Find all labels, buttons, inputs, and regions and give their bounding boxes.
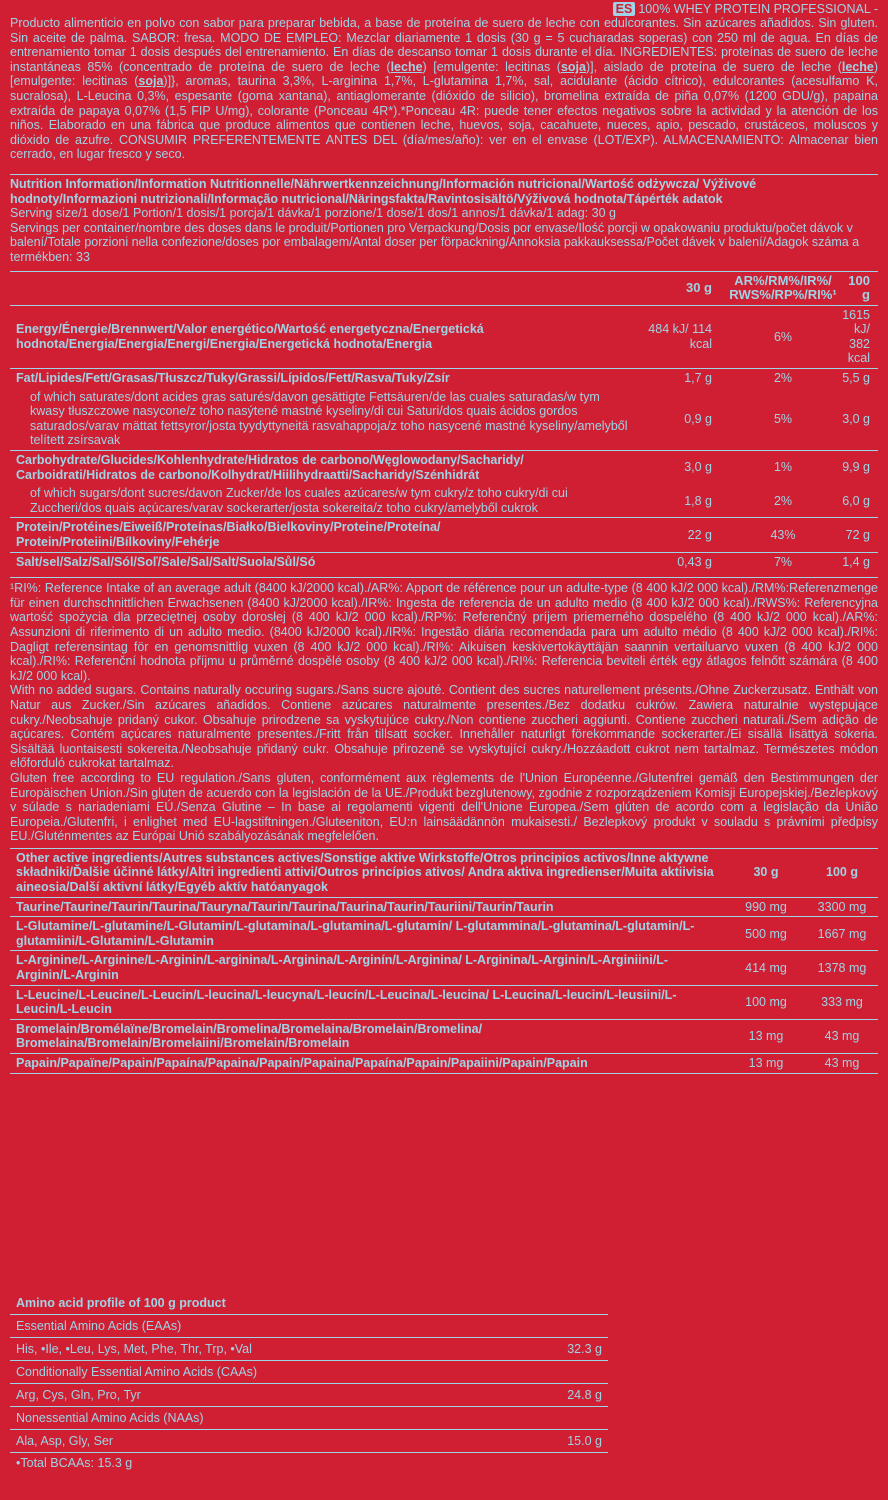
amino-title: Amino acid profile of 100 g product (10, 1292, 608, 1315)
other-row-papain: Papain/Papaïne/Papain/Papaína/Papaina/Papain/Papaina/Papaína/Papain/Papaiini/Papain/Papain 13 mg 43 mg (10, 1054, 878, 1074)
col-30g: 30 g (632, 271, 728, 305)
nutrition-header-row (10, 271, 878, 305)
caa-row: Arg, Cys, Gln, Pro, Tyr 24.8 g (10, 1384, 608, 1407)
nutrition-row-protein: Protein/Protéines/Eiweiß/Proteínas/Białko/Bielkoviny/Proteine/Proteína/ Protein/Proteiini/Bílkoviny/Fehérje 22 g 43% 72 g (10, 518, 878, 552)
nutrition-row-sugars: of which sugars/dont sucres/davon Zucker/de los cuales azúcares/w tym cukry/z toho cukry/di cui Zuccheri/dos quais açúcares/varav sockerarter/josta sokereita/z toho cukry/amelyből cukrok 1,8 g 2% 6,0 g (10, 484, 878, 518)
nutrition-row-salt: Salt/sel/Salz/Sal/Sól/Soľ/Sale/Sal/Salt/Suola/Sůl/Só 0,43 g 7% 1,4 g (16, 554, 870, 569)
other-row-leucine: L-Leucine/L-Leucine/L-Leucin/L-leucina/L-leucyna/L-leucín/L-Leucina/L-leucina/ L-Leucina/L-leucin/L-leusiini/L-Leucin/L-Leucin 100 mg 333 mg (10, 985, 878, 1019)
servings-per-container: Servings per container/nombre des doses dans le produit/Portionen pro Verpackung/Dosis por envase/Ilość porcji w opakowaniu produktu/počet dávok v balení/Totale porzioni nella confezione/doses por embalagem/Antal doser per förpackning/Annoksia pakkauksessa/Počet dávek v balení/Adagok száma a termékben: 33 (10, 220, 860, 264)
allergen-soy: soja (138, 74, 164, 89)
description-text: Producto alimenticio en polvo con sabor para preparar bebida, a base de proteína de suero de leche con edulcorantes. Sin azúcares añadidos. Sin gluten. Sin aceite de palma. SABOR: fresa. MODO DE EMPLEO: Mezclar diariamente 1 dosis (30 g = 5 cucharadas soperas) con 250 ml de agua. En días de entrenamiento tomar 1 dosis después del entrenamiento. En días de descanso tomar 1 dosis durante el día. INGREDIENTES: proteínas de suero de leche instantáneas 85% (concentrado de proteína de suero de leche ( (10, 16, 878, 74)
language-badge: ES (613, 2, 636, 16)
caa-heading: Conditionally Essential Amino Acids (CAAs) (10, 1361, 608, 1384)
naa-heading: Nonessential Amino Acids (NAAs) (10, 1407, 608, 1430)
nutrition-row-carbohydrate: Carbohydrate/Glucides/Kohlenhydrate/Hidratos de carbono/Węglowodany/Sacharidy/ Carboidrati/Hidratos de carbono/Kolhydrat/Hiilihydraatti/Sacharidy/Szénhidrát 3,0 g 1% 9,9 g (16, 453, 870, 482)
product-name: 100% WHEY PROTEIN PROFESSIONAL - (638, 2, 878, 16)
nutrition-row-energy: Energy/Énergie/Brennwert/Valor energético/Wartość energetyczna/Energetická hodnota/Energia/Energia/Energi/Energia/Energetická hodnota/Energia 484 kJ/ 114 kcal 6% 1615 kJ/ 382 kcal (10, 305, 878, 368)
description-text: )]}, aromas, taurina 3,3%, L-arginina 1,7%, L-glutamina 1,7%, sal, acidulante (ácido cítrico), edulcorantes (acesulfamo K, sucralosa), L-Leucina 0,3%, espesante (goma xantana), antiaglomerante (dióxido de silicio), bromelina extraída de piña 0,07% (1200 GDU/g), papaina extraída de papaya 0,07% (1,5 FIP U/mg), colorante (Ponceau 4R*).*Ponceau 4R: puede tener efectos negativos sobre la actividad y la atención de los niños. Elaborado en una fábrica que produce alimentos que contienen leche, huevos, soja, cacahuete, nueces, apio, pescado, crustáceos, moluscos y dióxido de azufre. CONSUMIR PREFERENTEMENTE ANTES DEL (día/mes/año): ver en el envase (LOT/EXP). ALMACENAMIENTO: Almacenar bien cerrado, en lugar fresco y seco. (10, 74, 878, 162)
eaa-row: His, •Ile, •Leu, Lys, Met, Phe, Thr, Trp, •Val 32.3 g (10, 1338, 608, 1361)
naa-value: 15.0 g (567, 1434, 602, 1448)
col-ri: AR%/RM%/IR%/ RWS%/RP%/RI%¹ (728, 271, 838, 305)
gluten-note: Gluten free according to EU regulation./Sans gluten, conformément aux règlements de l'Union Européenne./Glutenfrei gemäß den Bestimmungen der Europäischen Union./Sin gluten de acuerdo con la legislación de la UE./Produkt bezglutenowy, zgodnie z rozporządzeniem Komisji Europejskiej./Bezlepkový v súlade s nariadeniami EÚ./Senza Glutine – In base ai regolamenti vigenti dell'Unione Europea./Sem glúten de acordo com a legislação da União Europeia./Glutenfri, i enlighet med EU-lagstiftningen./Gluteeniton, EU:n lainsäädännön mukaisesti./ Bezlepkový produkt v souladu s právními předpisy EU./Gluténmentes az Európai Unió szabályozásának megfelelően. (10, 770, 878, 844)
allergen-soy: soja (560, 59, 586, 74)
serving-size: Serving size/1 dose/1 Portion/1 dosis/1 porcja/1 dávka/1 porzione/1 dose/1 dos/1 annos/1 dávka/1 adag: 30 g (10, 206, 616, 221)
caa-value: 24.8 g (567, 1388, 602, 1402)
other-heading: Other active ingredients/Autres substances actives/Sonstige aktive Wirkstoffe/Otros principios activos/Inne aktywne składniki/Ďalšie účinné látky/Altri ingredienti attivi/Outros princípios ativos/ Andra aktiva ingredienser/Muita aktiivisia aineosia/Další aktivní látky/Egyéb aktív hatóanyagok (10, 848, 726, 897)
eaa-heading: Essential Amino Acids (EAAs) (10, 1315, 608, 1338)
amino-acid-profile (10, 1292, 608, 1473)
ri-note: ¹RI%: Reference Intake of an average adult (8400 kJ/2000 kcal)./AR%: Apport de référence pour un adulte-type (8 400 kJ/2 000 kcal)./RM%:Referenzmenge für einen durchschnittlichen Erwachsenen (8400 kJ/2000 kcal)./IR%: Ingesta de referencia de un adulto medio (8 400 kJ/2 000 kcal)./RWS%: Referencyjna wartość spożycia dla przeciętnej osoby dorosłej (8 400 kJ/2 000 kcal)./RP%: Referenčný príjem priemerného dospelého (8 400 kJ/2 000 kcal)./AR%: Assunzioni di riferimento di un adulto medio. (8400 kJ/2000 kcal)./IR%: Ingestão diária recomendada para um adulto médio (8 400 kJ/2 000 kcal)./RI%: Dagligt referensintag för en genomsnittlig vuxen (8 400 kJ/2 000 kcal)./RI%: Aikuisen keskivertokäyttäjän saannin vertailuarvo vuxen (8 400 kJ/2 000 kcal)./RI%: Referenční hodnota příjmu u průměrné dospělé osoby (8 400 kJ/2 000 kcal)./RI%: Referencia beviteli érték egy átlagos felnőtt számára (8 400 kJ/2 000 kcal). (10, 581, 878, 683)
other-col-100g: 100 g (806, 848, 878, 897)
other-header-row (10, 848, 878, 897)
description-text: )], aislado de proteína de suero de leche ( (585, 59, 842, 74)
other-row-arginine: L-Arginine/L-Arginine/L-Arginin/L-arginina/L-Arginina/L-Arginín/L-Arginina/ L-Arginina/L-Arginin/L-Arginiini/L-Arginin/L-Arginin 414 mg 1378 mg (10, 951, 878, 985)
description-text: ) [emulgente: lecitinas ( (10, 59, 879, 89)
nutrition-heading: Nutrition Information/Information Nutritionnelle/Nährwertkennzeichnung/Información nutricional/Wartość odżywcza/ Výživové hodnoty/Informazioni nutrizionali/Informação nutricional/Näringsfakta/Ravintosisältö/Výživová hodnota/Tápérték adatok (10, 174, 878, 206)
eaa-value: 32.3 g (567, 1342, 602, 1356)
reference-intake-footnote (10, 577, 878, 844)
bcaa-total: •Total BCAAs: 15.3 g (16, 1456, 133, 1470)
description-text: ) [emulgente: lecitinas ( (422, 59, 561, 74)
nutrition-row-saturates: of which saturates/dont acides gras saturés/davon gesättigte Fettsäuren/de las cuales saturadas/w tym kwasy tłuszczowe nasycone/z toho nasýtené mastné kyseliny/di cui Saturi/dos quais ácidos gordos saturados/varav mättat fettsyror/josta tyydyttyneitä rasvahappoja/z toho nasycené mastné kyseliny/amelyből telített zsírsavak 0,9 g 5% 3,0 g (10, 388, 878, 451)
naa-row: Ala, Asp, Gly, Ser 15.0 g (10, 1430, 608, 1453)
sugars-note: With no added sugars. Contains naturally occuring sugars./Sans sucre ajouté. Contient des sucres naturellement présents./Ohne Zuckerzusatz. Enthält von Natur aus Zucker./Sin azúcares añadidos. Contiene azúcares naturalmente presentes./Bez dodatku cukrów. Zawiera naturalnie występujące cukry./Neobsahuje pridaný cukor. Obsahuje prirodzene sa vyskytujúce cukry./Non contiene zuccheri aggiunti. Contiene zuccheri naturali./Sem adição de açúcares. Contém açúcares naturalmente presentes./Fritt från tillsatt socker. Innehåller naturligt förekommande sockerarter./Ei sisällä lisättyä sokeria. Sisältää luontaisesti sokereita./Neobsahuje přidaný cukr. Obsahuje přirozeně se vyskytující cukry./Hozzáadott cukrot nem tartalmaz. Természetes módon előforduló cukrokat tartalmaz. (10, 683, 878, 771)
other-ingredients-table (10, 848, 878, 1074)
other-col-30g: 30 g (726, 848, 806, 897)
allergen-milk: leche (841, 59, 874, 74)
nutrition-row-fat: Fat/Lipides/Fett/Grasas/Tłuszcz/Tuky/Grassi/Lípidos/Fett/Rasva/Tuky/Zsír 1,7 g 2% 5,5 g (16, 371, 870, 386)
col-100g: 100 g (838, 271, 878, 305)
nutrition-table (10, 271, 878, 572)
other-row-glutamine: L-Glutamine/L-glutamine/L-Glutamin/L-glutamina/L-glutamina/L-glutamín/ L-glutammina/L-glutamina/L-glutamin/L-glutamiini/L-Glutamin/L-Glutamin 500 mg 1667 mg (10, 917, 878, 951)
other-row-bromelain: Bromelain/Bromélaïne/Bromelain/Bromelina/Bromelaina/Bromelain/Bromelina/ Bromelaina/Bromelain/Bromelaiini/Bromelain/Bromelain 13 mg 43 mg (10, 1019, 878, 1053)
product-header (10, 2, 878, 16)
other-row-taurine: Taurine/Taurine/Taurin/Taurina/Tauryna/Taurin/Taurina/Taurina/Taurin/Tauriini/Taurin/Taurin 990 mg 3300 mg (10, 897, 878, 917)
product-description (10, 16, 878, 162)
allergen-milk: leche (390, 59, 423, 74)
